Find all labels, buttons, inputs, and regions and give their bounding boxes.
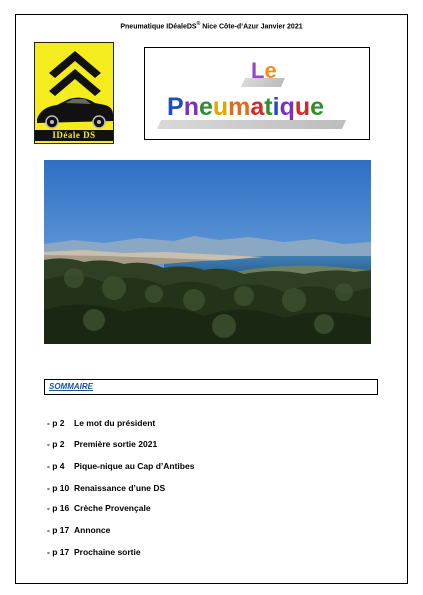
logo-text: IDéale DS (35, 130, 113, 141)
toc-title: Crèche Provençale (74, 503, 151, 513)
title-line-le (251, 58, 277, 84)
title-line-pneumatique (167, 93, 324, 122)
title-letter: q (279, 93, 295, 121)
title-letter: t (264, 93, 273, 121)
title-letter: n (183, 93, 199, 121)
toc-page: - p 16 (47, 503, 70, 513)
toc-item[interactable] (47, 525, 110, 535)
toc-title: Pique-nique au Cap d’Antibes (74, 461, 195, 471)
summary-heading: SOMMAIRE (49, 382, 93, 391)
toc-page: - p 10 (47, 483, 70, 493)
toc-page: - p 17 (47, 525, 70, 535)
title-letter: e (198, 93, 213, 121)
title-letter: m (228, 93, 251, 121)
header-date-text: Nice Côte-d’Azur Janvier 2021 (200, 23, 303, 31)
title-letter: L (251, 58, 265, 83)
club-logo (34, 42, 114, 144)
toc-title: Annonce (74, 525, 111, 535)
toc-item[interactable] (47, 439, 157, 449)
toc-page: - p 4 (47, 461, 65, 471)
cover-photo (44, 160, 371, 344)
toc-item[interactable] (47, 503, 151, 513)
title-letter: i (272, 93, 280, 121)
title-letter: u (294, 93, 311, 121)
title-letter: a (250, 93, 265, 121)
title-letter: e (310, 93, 325, 121)
registered-mark: ® (196, 21, 201, 27)
toc-page: - p 2 (47, 418, 65, 428)
landscape-photo-icon (44, 160, 371, 344)
newsletter-title-box (144, 47, 370, 140)
toc-item[interactable] (47, 483, 165, 493)
title-letter: u (212, 93, 229, 121)
toc-item[interactable] (47, 461, 194, 471)
title-letter: e (264, 58, 277, 83)
toc-title: Renaissance d’une DS (74, 483, 166, 493)
toc-title: Première sortie 2021 (74, 439, 158, 449)
title-letter: P (167, 93, 184, 121)
toc-page: - p 2 (47, 439, 65, 449)
header-text: Pneumatique IDéaleDS (120, 23, 197, 31)
summary-heading-box (44, 379, 378, 395)
toc-item[interactable] (47, 418, 155, 428)
toc-title: Prochaine sortie (74, 547, 141, 557)
toc-page: - p 17 (47, 547, 70, 557)
toc-item[interactable] (47, 547, 141, 557)
document-header (0, 21, 423, 30)
title-le-text (251, 58, 277, 83)
toc-title: Le mot du président (74, 418, 156, 428)
